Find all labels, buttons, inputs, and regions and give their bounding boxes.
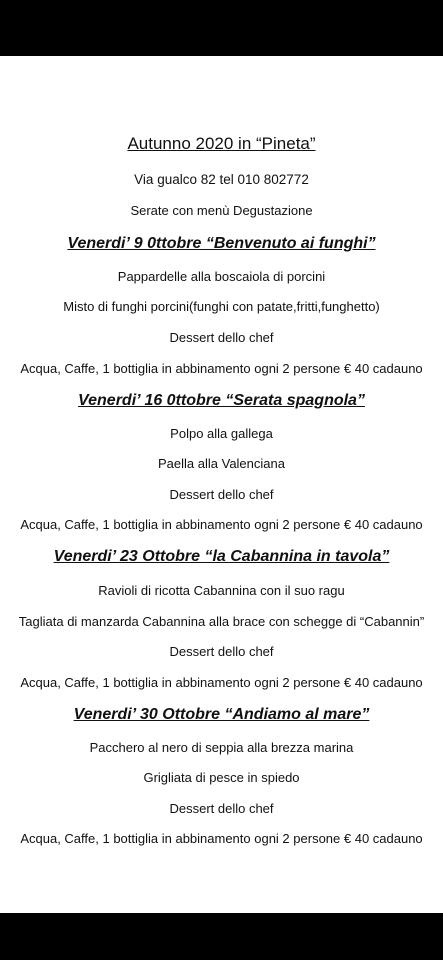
address-line: Via gualco 82 tel 010 802772 [134,172,309,187]
course-item: Dessert dello chef [169,330,274,345]
price-line: Acqua, Caffe, 1 bottiglia in abbinamento ogni 2 persone € 40 cadauno [20,517,423,532]
price-line: Acqua, Caffe, 1 bottiglia in abbinamento ogni 2 persone € 40 cadauno [20,361,423,376]
course-item: Tagliata di manzarda Cabannina alla brace con schegge di “Cabannin” [18,614,425,629]
event-heading: Venerdi’ 16 0ttobre “Serata spagnola” [78,392,365,409]
top-black-bar [0,0,443,56]
course-item: Paella alla Valenciana [158,456,285,471]
price-line: Acqua, Caffe, 1 bottiglia in abbinamento ogni 2 persone € 40 cadauno [20,675,423,690]
course-item: Dessert dello chef [169,487,274,502]
course-item: Dessert dello chef [169,801,274,816]
course-item: Ravioli di ricotta Cabannina con il suo ragu [98,583,345,598]
course-item: Misto di funghi porcini(funghi con patate,fritti,funghetto) [63,299,380,314]
course-item: Polpo alla gallega [170,426,273,441]
event-heading: Venerdi’ 30 Ottobre “Andiamo al mare” [73,706,370,723]
bottom-black-bar [0,913,443,960]
event-heading: Venerdi’ 23 Ottobre “la Cabannina in tavola” [53,548,390,565]
intro-line: Serate con menù Degustazione [130,203,313,218]
course-item: Grigliata di pesce in spiedo [143,770,300,785]
event-heading: Venerdi’ 9 0ttobre “Benvenuto ai funghi” [67,235,376,252]
course-item: Pappardelle alla boscaiola di porcini [117,269,326,284]
menu-title: Autunno 2020 in “Pineta” [127,134,316,153]
price-line: Acqua, Caffe, 1 bottiglia in abbinamento ogni 2 persone € 40 cadauno [20,831,423,846]
course-item: Dessert dello chef [169,644,274,659]
course-item: Pacchero al nero di seppia alla brezza marina [89,740,354,755]
